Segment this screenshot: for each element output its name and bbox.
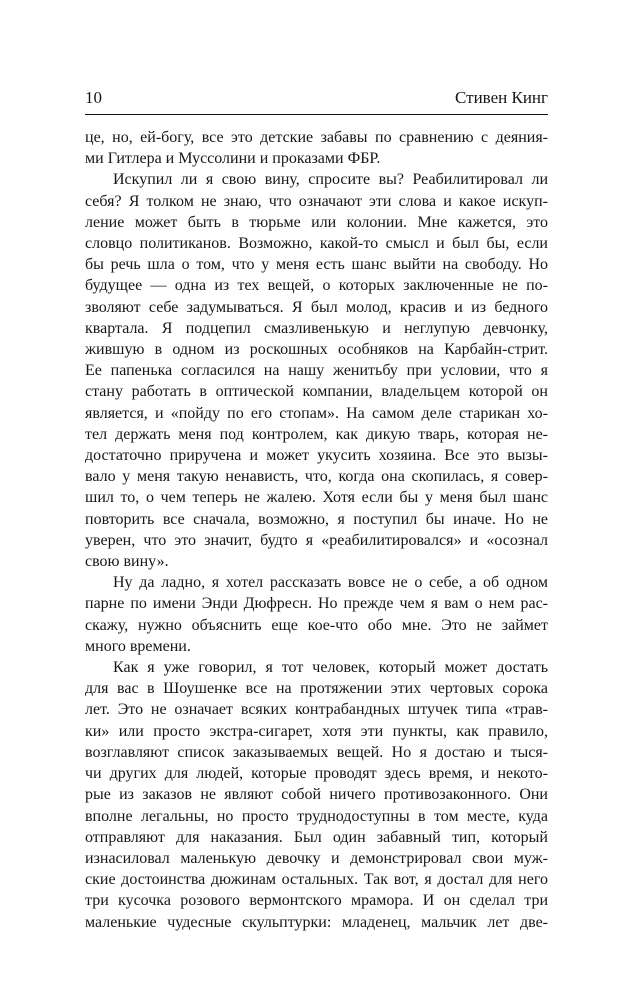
text-line: достаточно приручена и может укусить хозяина. Все это вызы- (85, 447, 548, 465)
text-line: много времени. (85, 637, 191, 655)
paragraph (85, 657, 548, 933)
text-line: уверен, что это значит, будто я «реабилитировался» и «осознал (85, 531, 548, 549)
text-line: лет. Это не означает всяких контрабандных штучек типа «трав- (85, 701, 548, 719)
text-line: ки» или просто экстра-сигарет, хотя эти пункты, как правило, (85, 722, 548, 740)
text-line: изнасиловал маленькую девочку и демонстрировал свои муж- (85, 849, 548, 867)
text-line: вполне легальны, но просто труднодоступны в том месте, куда (85, 807, 548, 825)
paragraph (85, 169, 548, 572)
text-line: будущее — одна из тех вещей, о которых заключенные не по- (85, 277, 548, 295)
text-line: ми Гитлера и Муссолини и проказами ФБР. (85, 150, 381, 168)
text-line: для вас в Шоушенке все на протяжении этих чертовых сорока (85, 680, 548, 698)
paragraph (85, 572, 548, 657)
text-line: ские достоинства дюжинам остальных. Так вот, я достал для него (85, 871, 548, 889)
text-line: рые из заказов не являют собой ничего противозаконного. Они (85, 786, 548, 804)
text-line: зволяют себе задумываться. Я был молод, красив и из бедного (85, 298, 548, 316)
page-content (85, 88, 548, 933)
text-line: повторить все сначала, возможно, я поступил бы иначе. Но не (85, 510, 548, 528)
text-line: Ее папенька согласился на нашу женитьбу при условии, что я (85, 362, 548, 380)
text-line: чи других для людей, которые проводят здесь время, и некото- (85, 765, 548, 783)
text-line: ление может быть в тюрьме или колонии. Мне кажется, это (85, 213, 548, 231)
text-line: себя? Я толком не знаю, что означают эти слова и какое искуп- (85, 192, 548, 210)
text-line: возглавляют список заказываемых вещей. Но я достаю и тыся- (85, 743, 548, 761)
text-line: квартала. Я подцепил смазливенькую и неглупую девчонку, (85, 319, 548, 337)
text-line: тел держать меня под контролем, как дикую тварь, которая не- (85, 425, 548, 443)
text-line: шил то, о чем теперь не жалею. Хотя если бы у меня был шанс (85, 489, 548, 507)
running-header (85, 88, 548, 107)
text-line: жившую в одном из роскошных особняков на Карбайн-стрит. (85, 341, 548, 359)
text-line: маленькие чудесные скульптурки: младенец, мальчик лет две- (85, 913, 548, 931)
text-line: три кусочка розового вермонтского мрамора. И он сделал три (85, 892, 548, 910)
text-line: словцо политиканов. Возможно, какой-то смысл и был бы, если (85, 235, 548, 253)
paragraph (85, 127, 548, 169)
text-line: Ну да ладно, я хотел рассказать вовсе не о себе, а об одном (113, 574, 548, 592)
text-line: стану работать в оптической компании, владельцем которой он (85, 383, 548, 401)
text-line: скажу, нужно объяснить еще кое-что обо мне. Это не займет (85, 616, 548, 634)
page-number: 10 (85, 88, 102, 107)
text-line: це, но, ей-богу, все это детские забавы по сравнению с деяния- (85, 129, 548, 146)
text-line: Как я уже говорил, я тот человек, который может достать (113, 659, 548, 677)
text-line: является, и «пойду по его стопам». На самом деле старикан хо- (85, 404, 548, 422)
text-line: вало у меня такую ненависть, что, когда она скопилась, я совер- (85, 468, 548, 486)
text-line: парне по имени Энди Дюфресн. Но прежде чем я вам о нем рас- (85, 595, 548, 613)
body-text (85, 115, 548, 933)
text-line: отправляют для наказания. Был один забавный тип, который (85, 828, 548, 846)
text-line: Искупил ли я свою вину, спросите вы? Реабилитировал ли (113, 171, 548, 189)
running-head-author: Стивен Кинг (455, 88, 548, 107)
text-line: свою вину». (85, 553, 169, 571)
text-line: бы речь шла о том, что у меня есть шанс выйти на свободу. Но (85, 256, 548, 274)
